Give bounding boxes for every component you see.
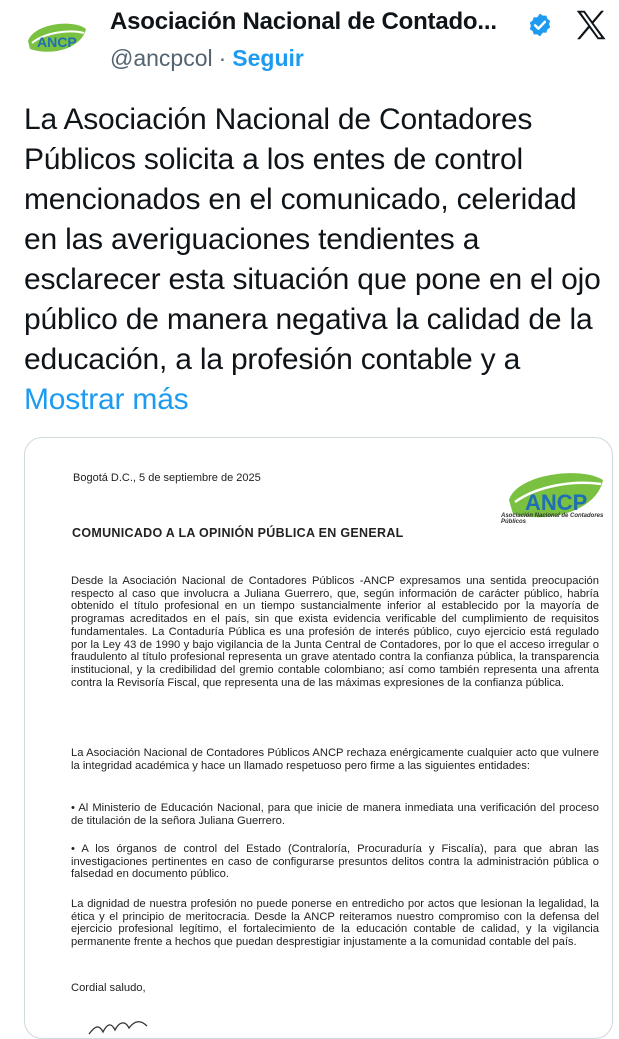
account-handle[interactable]: @ancpcol [110,45,213,71]
follow-button[interactable]: Seguir [232,45,304,71]
signature-mark [85,1008,155,1038]
document-title: COMUNICADO A LA OPINIÓN PÚBLICA EN GENERAL [72,526,404,540]
separator-dot: · [218,45,227,71]
document-paragraph: La dignidad de nuestra profesión no puede ponerse en entredicho por actos que lesionan la legalidad, la ética y el principio de meritocracia. Desde la ANCP reiteramos nuestro compromiso con la defensa del ejercicio profesional legítimo, el fortalecimiento de la educación contable de calidad, y la vigilancia permanente frente a hechos que puedan desprestigiar injustamente a la comunidad contable del país. [71,898,599,949]
document-paragraph: Desde la Asociación Nacional de Contadores Públicos -ANCP expresamos una sentida preocupación respecto al caso que involucra a Juliana Guerrero, que, según información de carácter público, habría obtenido el título profesional en un tiempo sustancialmente inferior al establecido por la mayoría de programas acreditados en el país, sin que exista evidencia verificable del cumplimiento de requisitos fundamentales. La Contaduría Pública es una profesión de interés público, cuyo ejercicio está regulado por la Ley 43 de 1990 y bajo vigilancia de la Junta Central de Contadores, por lo que el acceso irregular o fraudulento al título profesional representa un grave atentado contra la confianza pública, la transparencia institucional, y la credibilidad del gremio contable colombiano; así como también representa una afrenta contra la Revisoría Fiscal, que representa una de las máximas expresiones de la confianza pública. [71,575,599,689]
attached-image[interactable] [24,437,613,1039]
tweet-text [24,100,604,420]
document-paragraph: La Asociación Nacional de Contadores Públicos ANCP rechaza enérgicamente cualquier acto que vulnere la integridad académica y hace un llamado respetuoso pero firme a las siguientes entidades: [71,747,599,772]
logo-subtitle: Asociación Nacional de Contadores Públicos [501,513,604,525]
account-avatar[interactable] [22,10,92,68]
account-name[interactable]: Asociación Nacional de Contado... [110,8,497,35]
document-closing: Cordial saludo, [71,982,146,994]
verified-badge-icon [527,12,553,38]
show-more-link[interactable]: Mostrar más [24,383,189,416]
document-paragraph: • Al Ministerio de Educación Nacional, para que inicie de manera inmediata una verificación del proceso de titulación de la señora Juliana Guerrero. [71,802,599,827]
handle-row [110,45,304,72]
svg-text:ANCP: ANCP [37,34,77,50]
document-paragraph: • A los órganos de control del Estado (Contraloría, Procuraduría y Fiscalía), para que abran las investigaciones pertinentes en caso de configurarse presuntos delitos contra la administración pública o falsedad en documento público. [71,843,599,881]
ancp-logo-icon [24,17,90,61]
x-logo-icon[interactable] [572,6,610,44]
tweet-body: La Asociación Nacional de Contadores Públicos solicita a los entes de control mencionados en el comunicado, celeridad en las averiguaciones tendientes a esclarecer esta situación que pone en el ojo público de manera negativa la calidad de la educación, a la profesión contable y a [24,103,601,376]
svg-text:ANCP: ANCP [525,490,588,515]
document-date: Bogotá D.C., 5 de septiembre de 2025 [73,472,261,484]
press-release-document [25,438,612,1038]
tweet-header [0,0,619,90]
